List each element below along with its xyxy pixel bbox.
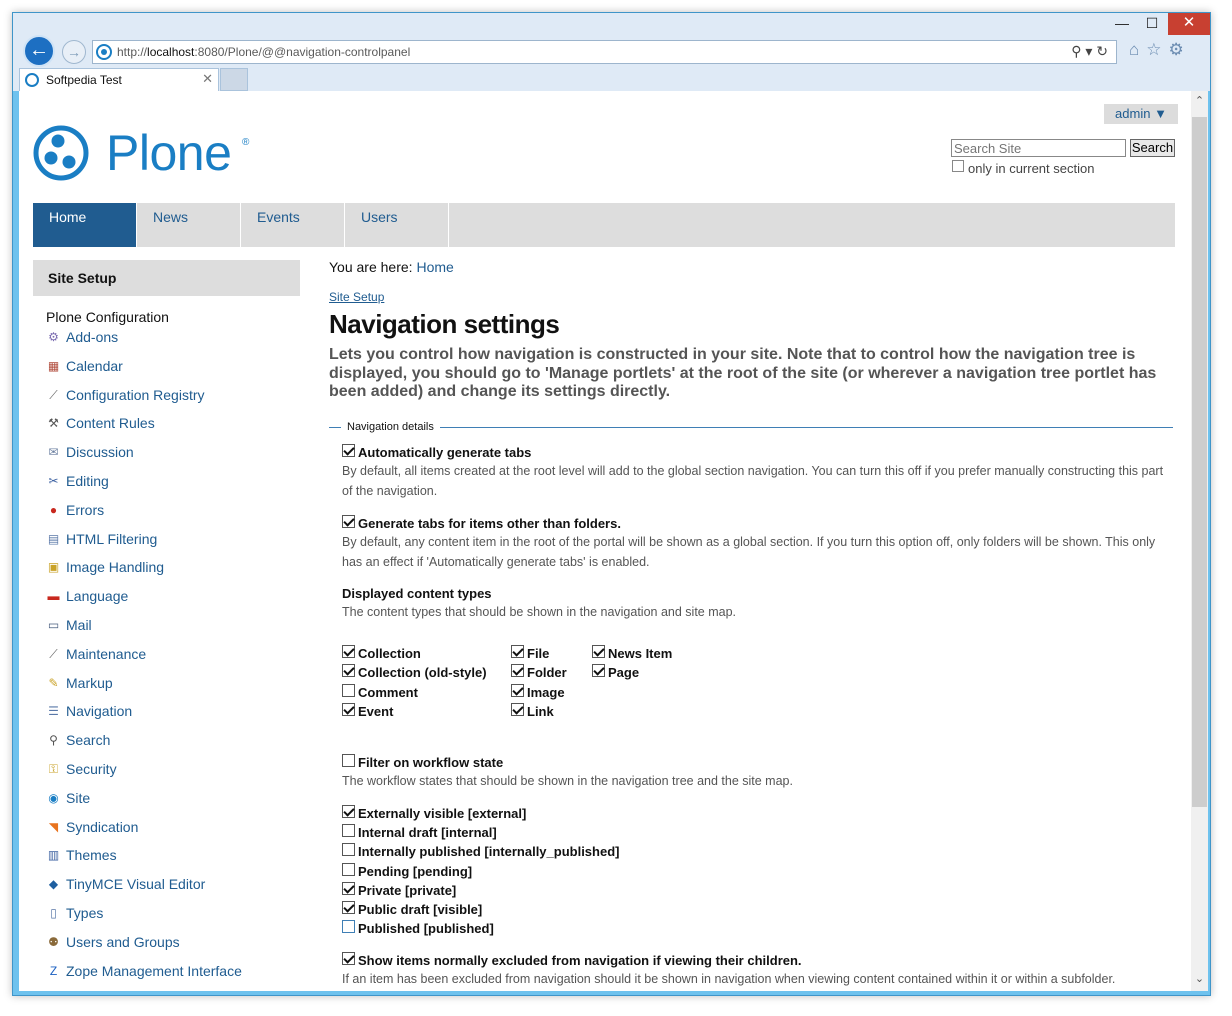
close-window-button[interactable]: ✕ [1168,13,1210,35]
url-host: localhost [147,45,195,59]
tools-gear-icon[interactable]: ⚙ [1168,40,1191,59]
sidebar-item[interactable] [46,874,306,903]
sidebar-item[interactable] [46,845,306,874]
content-type-label: File [527,646,550,661]
sidebar-item-label: Syndication [66,818,139,835]
control-panel-list [46,327,306,989]
sidebar-item-label: Maintenance [66,645,147,662]
fieldset-border [329,427,1173,428]
filter-workflow-label: Filter on workflow state [358,755,504,770]
search-icon: ⚲ [49,733,58,748]
address-bar[interactable] [92,40,1117,64]
workflow-state-label: Private [private] [358,882,457,898]
show-excluded-help: If an item has been excluded from navigation should it be shown in navigation when viewing content contained within it or within a subfolder. [342,972,1116,986]
discussion-icon: ✉ [48,445,59,460]
breadcrumb-prefix: You are here: [329,259,413,275]
page-description: Lets you control how navigation is constructed in your site. Note that to control how the navigation tree is displayed, you should go to 'Manage portlets' at the root of the site (or wherever a navigation tree portlet has been added) and change its settings directly. [329,346,1157,400]
content-rules-icon: ⚒ [48,416,59,431]
content-type-checkbox[interactable] [342,664,355,677]
sidebar-item[interactable] [46,730,306,759]
sidebar-item[interactable] [46,961,306,990]
workflow-state-checkbox[interactable] [342,901,355,914]
content-type-label: Event [358,704,394,720]
content-type-checkbox[interactable] [592,645,605,658]
sidebar-item[interactable] [46,413,306,442]
only-current-section-label: only in current section [968,161,1095,176]
types-icon: ▯ [50,905,57,920]
content-type-label: Comment [358,684,418,700]
sidebar-item[interactable] [46,442,306,471]
content-type-label: Page [608,665,640,681]
content-type-checkbox[interactable] [511,684,524,697]
workflow-state-label: Externally visible [external] [358,806,527,821]
sidebar-item[interactable] [46,788,306,817]
workflow-state-label: Internal draft [internal] [358,825,497,841]
addons-icon: ⚙ [48,330,59,344]
only-current-section-checkbox[interactable] [952,160,964,172]
minimize-button[interactable]: — [1115,15,1129,31]
language-flag-icon: ▬ [47,589,60,604]
sidebar-item[interactable] [46,701,306,730]
workflow-state-checkbox[interactable] [342,843,355,856]
navigation-icon: ☰ [48,704,59,719]
content-type-label: Folder [527,665,567,681]
nonfolder-tabs-checkbox[interactable] [342,515,355,528]
sidebar-item-label: Mail [66,616,92,633]
maximize-button[interactable]: ☐ [1145,15,1159,31]
sidebar-item[interactable] [46,903,306,932]
global-navigation [33,203,1175,247]
page-viewport [19,91,1191,991]
browser-chrome [13,13,1210,91]
scroll-thumb[interactable] [1192,117,1207,807]
workflow-state-label: Pending [pending] [358,863,473,879]
scissors-icon: ✂ [48,473,59,488]
sidebar-item-label: Types [66,904,104,921]
user-menu-admin[interactable]: admin ▼ [1104,104,1178,124]
back-button[interactable]: ← [23,35,55,67]
nonfolder-tabs-help: By default, any content item in the root of the portal will be shown as a global section. If you turn this option off, only folders will be shown. This only has an effect if 'Automatically generate tabs' is enabled. [342,535,1156,569]
nav-tab-home[interactable]: Home [33,203,137,247]
tab-favicon-icon [25,73,39,87]
maintenance-icon: ⟋ [49,646,58,661]
vertical-scrollbar[interactable] [1191,91,1208,991]
content-type-label: Collection [358,646,421,661]
workflow-state-checkbox[interactable] [342,824,355,837]
sidebar-item-label: HTML Filtering [66,530,158,547]
tab-title: Softpedia Test [46,73,122,87]
nonfolder-tabs-label: Generate tabs for items other than folders. [358,516,621,531]
sidebar-item-label: Discussion [66,444,134,461]
image-icon: ▣ [47,560,60,575]
sidebar-title[interactable]: Site Setup [33,260,300,296]
sidebar-item-label: Search [66,732,111,749]
calendar-icon: ▦ [47,358,60,373]
content-type-checkbox[interactable] [342,703,355,716]
content-type-checkbox[interactable] [342,645,355,658]
show-excluded-checkbox[interactable] [342,952,355,965]
generate-tabs-help: By default, all items created at the root level will add to the global section navigation. You can turn this off if you prefer manually constructing this part of the navigation. [342,464,1164,498]
address-tools[interactable]: ⚲ ▾ ↻ [1071,43,1108,59]
workflow-state-checkbox[interactable] [342,863,355,876]
content-types-heading: Displayed content types [342,586,492,601]
content-type-checkbox[interactable] [511,645,524,658]
rss-icon: ◥ [48,819,59,834]
sidebar-item[interactable] [46,385,306,414]
sidebar-item-label: Navigation [66,703,133,720]
content-type-checkbox[interactable] [592,664,605,677]
workflow-state-checkbox[interactable] [342,882,355,895]
sidebar-item-label: Content Rules [66,415,155,432]
content-type-checkbox[interactable] [511,664,524,677]
sidebar-item-label: Editing [66,472,109,489]
sidebar-item-label: Site [66,789,91,806]
generate-tabs-checkbox[interactable] [342,444,355,457]
sidebar-item[interactable] [46,529,306,558]
url-prefix: http:// [117,45,148,59]
nav-tab-users[interactable]: Users [345,203,449,247]
workflow-state-checkbox[interactable] [342,920,355,933]
pencil-icon: ✎ [48,675,59,690]
content-type-checkbox[interactable] [342,684,355,697]
lock-icon: ⚿ [48,761,59,776]
content-type-label: Collection (old-style) [358,665,487,681]
content-types-help: The content types that should be shown in the navigation and site map. [342,605,737,619]
new-tab-button[interactable] [220,68,248,91]
sidebar-item[interactable] [46,327,306,356]
sidebar-item[interactable] [46,557,306,586]
sidebar-item[interactable] [46,644,306,673]
workflow-state-label: Public draft [visible] [358,902,483,917]
filter-workflow-checkbox[interactable] [342,754,355,767]
html-filter-icon: ▤ [47,531,60,546]
breadcrumb [329,259,454,275]
url-text [117,45,410,59]
workflow-state-label: Published [published] [358,921,494,937]
filter-workflow-help: The workflow states that should be shown in the navigation tree and the site map. [342,774,793,788]
scroll-down-arrow-icon[interactable]: ⌄ [1194,973,1205,985]
workflow-state-label: Internally published [internally_published] [358,844,620,860]
content-type-label: Image [527,684,565,700]
sidebar-item-label: Security [66,760,117,777]
content-type-label: Link [527,704,554,720]
search-input[interactable] [951,139,1126,157]
content-type-checkbox[interactable] [511,703,524,716]
sidebar-item[interactable] [46,500,306,529]
plone-logo-icon [33,125,89,181]
sidebar-item[interactable] [46,356,306,385]
favorites-star-icon[interactable]: ☆ [1146,40,1169,59]
sidebar-item-label: Configuration Registry [66,386,205,403]
sidebar-item-label: Users and Groups [66,933,180,950]
content-type-label: News Item [608,646,673,661]
search-button[interactable]: Search [1131,140,1174,155]
sidebar-item[interactable] [46,586,306,615]
sidebar-item-label: Errors [66,501,105,518]
workflow-state-checkbox[interactable] [342,805,355,818]
home-icon[interactable]: ⌂ [1129,40,1147,59]
fieldset-legend: Navigation details [341,421,440,433]
sidebar-item[interactable] [46,759,306,788]
wrench-icon: ⟋ [49,387,58,402]
tinymce-icon: ◆ [48,877,59,892]
logo-registered-mark: ® [242,137,250,148]
plone-site-icon: ◉ [48,790,59,805]
breadcrumb-home-link[interactable]: Home [416,259,454,275]
sidebar-item-label: TinyMCE Visual Editor [66,876,206,893]
sidebar-section-heading: Plone Configuration [46,309,169,325]
zope-icon: Z [49,963,58,978]
forward-button[interactable]: → [62,40,86,64]
site-setup-link[interactable]: Site Setup [329,290,385,304]
sidebar-item[interactable] [46,615,306,644]
sidebar-item-label: Themes [66,847,117,864]
browser-window [12,12,1211,996]
show-excluded-label: Show items normally excluded from navigation if viewing their children. [358,953,802,968]
sidebar-item-label: Language [66,588,129,605]
tab-close-icon[interactable]: ✕ [202,71,213,86]
sidebar-item[interactable] [46,673,306,702]
sidebar-item-label: Zope Management Interface [66,962,242,979]
generate-tabs-label: Automatically generate tabs [358,445,532,460]
themes-icon: ▥ [47,848,60,863]
sidebar-item[interactable] [46,932,306,961]
browser-tab[interactable] [19,68,219,91]
sidebar-item[interactable] [46,471,306,500]
url-rest: :8080/Plone/@@navigation-controlpanel [194,45,411,59]
plone-logo[interactable] [33,125,263,185]
sidebar-item-label: Markup [66,674,113,691]
nav-tab-events[interactable]: Events [241,203,345,247]
page-title: Navigation settings [329,309,560,339]
toolbar-icons[interactable] [1129,40,1191,60]
mail-icon: ▭ [47,617,60,632]
sidebar-item-label: Image Handling [66,559,165,576]
nav-tab-news[interactable]: News [137,203,241,247]
users-icon: ⚉ [48,934,59,949]
scroll-up-arrow-icon[interactable]: ⌃ [1194,95,1205,107]
errors-icon: ● [49,502,58,517]
sidebar-item[interactable] [46,817,306,846]
sidebar-item-label: Calendar [66,357,123,374]
logo-wordmark: Plone [106,125,232,181]
site-favicon-icon [96,44,112,60]
sidebar-item-label: Add-ons [66,329,119,345]
